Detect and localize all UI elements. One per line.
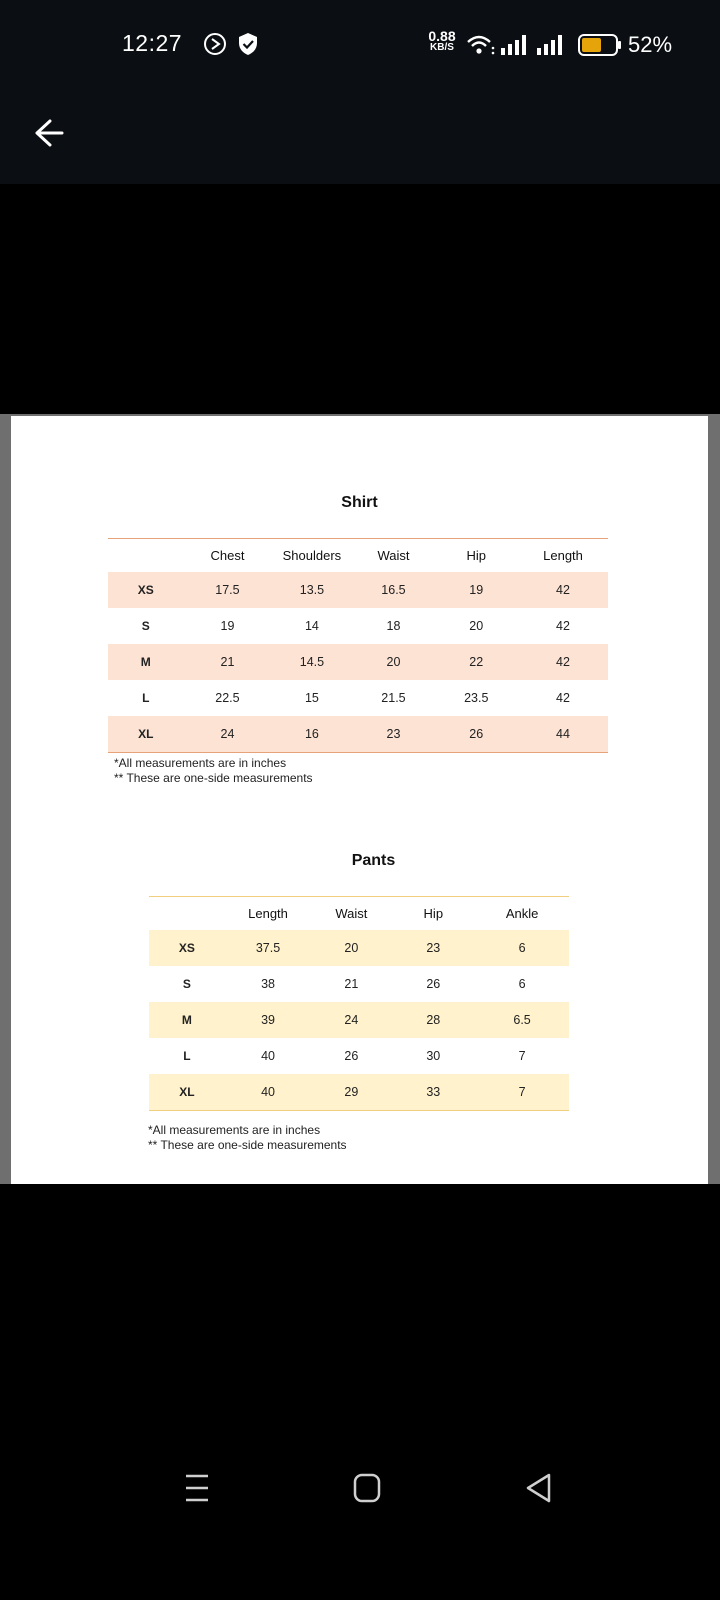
table-cell: 22.5 xyxy=(215,691,240,705)
table-cell: 20 xyxy=(311,930,391,966)
table-row xyxy=(149,1074,569,1111)
table-header-cell: Waist xyxy=(352,539,434,573)
table-cell: 23 xyxy=(391,930,475,966)
status-time: 12:27 xyxy=(122,30,183,56)
table-cell: 22 xyxy=(434,644,518,680)
network-speed-unit: KB/S xyxy=(430,42,454,53)
battery-icon xyxy=(578,34,622,56)
table-cell: 40 xyxy=(225,1074,311,1111)
table-cell: 40 xyxy=(261,1049,275,1063)
size-label: M xyxy=(108,644,184,680)
app-bar xyxy=(0,90,720,184)
size-label: XS xyxy=(108,572,184,608)
signal-icon xyxy=(500,34,530,56)
table-cell: 19 xyxy=(434,572,518,608)
table-row xyxy=(108,572,608,608)
table-header-cell: Length xyxy=(518,539,608,573)
table-cell: 44 xyxy=(518,716,608,753)
table-cell: 24 xyxy=(184,716,272,753)
table-row xyxy=(149,1038,569,1074)
table-row xyxy=(108,644,608,680)
table-row xyxy=(108,608,608,644)
note-line: ** These are one-side measurements xyxy=(114,771,313,785)
table-row xyxy=(108,716,608,753)
table-cell: 26 xyxy=(426,977,441,991)
table-cell: 39 xyxy=(225,1002,311,1038)
wifi-icon xyxy=(466,34,496,56)
table-header-cell: Shoulders xyxy=(271,539,352,573)
size-label: L xyxy=(183,1049,191,1063)
size-label: S xyxy=(182,977,191,991)
table-cell: 20 xyxy=(352,644,434,680)
table-cell: 20 xyxy=(469,619,484,633)
note-line: ** These are one-side measurements xyxy=(148,1138,347,1152)
table-header-cell xyxy=(149,897,225,931)
table-cell: 14.5 xyxy=(271,644,352,680)
pants-size-table xyxy=(149,896,569,1111)
table-cell: 16.5 xyxy=(352,572,434,608)
table-cell: 7 xyxy=(518,1049,526,1063)
table-header-cell xyxy=(108,539,184,573)
size-label: L xyxy=(142,691,150,705)
playback-icon xyxy=(203,32,227,56)
shirt-size-table xyxy=(108,538,608,753)
table-cell: 15 xyxy=(304,691,319,705)
table-cell: 29 xyxy=(311,1074,391,1111)
table-header-cell: Ankle xyxy=(475,897,569,931)
pants-title: Pants xyxy=(351,852,396,869)
back-icon[interactable] xyxy=(524,1470,554,1506)
battery-percent: 52% xyxy=(628,32,673,57)
table-header-cell: Length xyxy=(225,897,311,931)
table-header-row xyxy=(149,897,569,931)
table-cell: 16 xyxy=(271,716,352,753)
home-icon[interactable] xyxy=(352,1470,382,1506)
table-header-cell: Waist xyxy=(311,897,391,931)
table-header-cell: Chest xyxy=(184,539,272,573)
table-cell: 23 xyxy=(352,716,434,753)
table-cell: 42 xyxy=(518,644,608,680)
table-cell: 6 xyxy=(475,930,569,966)
table-header-cell: Hip xyxy=(391,897,475,931)
status-bar xyxy=(0,0,720,90)
table-cell: 19 xyxy=(220,619,235,633)
note-line: *All measurements are in inches xyxy=(148,1123,321,1137)
table-cell: 37.5 xyxy=(225,930,311,966)
recents-icon[interactable] xyxy=(182,1470,212,1506)
table-cell: 24 xyxy=(311,1002,391,1038)
table-cell: 6 xyxy=(518,977,526,991)
note-line: *All measurements are in inches xyxy=(114,756,287,770)
table-cell: 6.5 xyxy=(475,1002,569,1038)
table-cell: 33 xyxy=(391,1074,475,1111)
shirt-notes xyxy=(114,756,313,786)
table-cell: 38 xyxy=(261,977,275,991)
size-label: XS xyxy=(149,930,225,966)
shirt-title: Shirt xyxy=(341,494,378,511)
table-cell: 26 xyxy=(344,1049,359,1063)
table-cell: 42 xyxy=(556,619,570,633)
table-header-cell: Hip xyxy=(434,539,518,573)
table-cell: 42 xyxy=(518,572,608,608)
table-cell: 21.5 xyxy=(381,691,406,705)
network-speed-value: 0.88 xyxy=(428,28,456,44)
document-page[interactable] xyxy=(11,416,708,1184)
table-cell: 13.5 xyxy=(271,572,352,608)
table-cell: 17.5 xyxy=(184,572,272,608)
table-cell: 26 xyxy=(434,716,518,753)
network-speed xyxy=(422,30,462,54)
size-label: XL xyxy=(149,1074,225,1111)
table-row xyxy=(149,1002,569,1038)
pants-notes xyxy=(148,1123,347,1153)
table-cell: 28 xyxy=(391,1002,475,1038)
table-cell: 30 xyxy=(426,1049,441,1063)
table-cell: 18 xyxy=(386,619,401,633)
shield-check-icon xyxy=(237,32,259,56)
table-row xyxy=(108,680,608,716)
back-arrow-icon[interactable] xyxy=(30,115,66,151)
table-cell: 23.5 xyxy=(464,691,489,705)
table-header-row xyxy=(108,539,608,573)
size-label: M xyxy=(149,1002,225,1038)
table-row xyxy=(149,966,569,1002)
table-row xyxy=(149,930,569,966)
signal-icon xyxy=(536,34,566,56)
table-cell: 14 xyxy=(304,619,319,633)
table-cell: 42 xyxy=(556,691,570,705)
table-cell: 7 xyxy=(475,1074,569,1111)
table-cell: 21 xyxy=(184,644,272,680)
size-label: S xyxy=(141,619,150,633)
table-cell: 21 xyxy=(344,977,359,991)
size-label: XL xyxy=(108,716,184,753)
